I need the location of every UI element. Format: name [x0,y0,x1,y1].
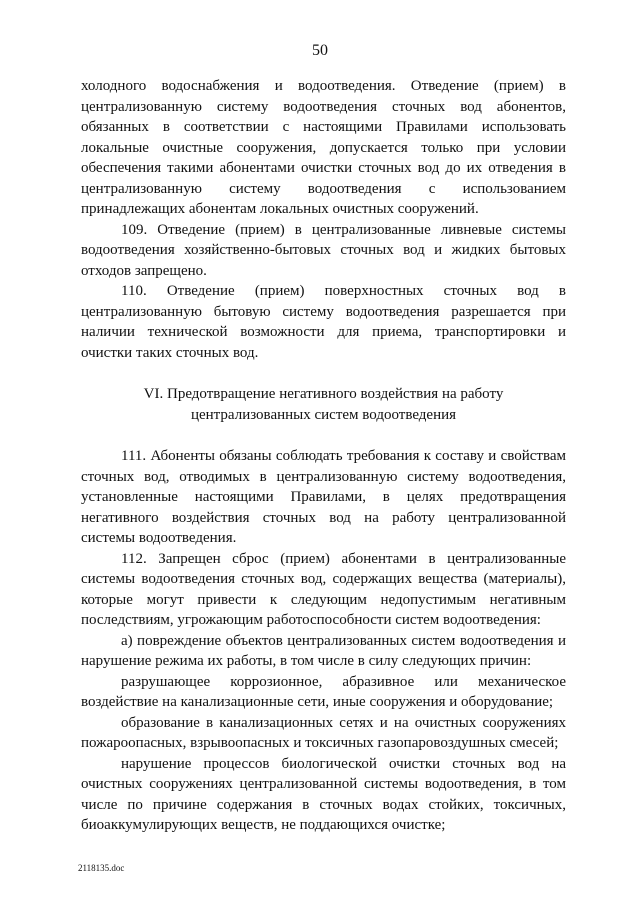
paragraph-109: 109. Отведение (прием) в централизованные ливневые системы водоотведения хозяйственно-бытовых сточных вод и жидких бытовых отходов запрещено. [81,221,566,279]
paragraph-112-a-item-2: образование в канализационных сетях и на очистных сооружениях пожароопасных, взрывоопасных и токсичных газопаровоздушных смесей; [81,714,566,751]
section-heading-line-1: VI. Предотвращение негативного воздействия на работу [143,386,504,402]
paragraph-111: 111. Абоненты обязаны соблюдать требования к составу и свойствам сточных вод, отводимых в централизованную систему водоотведения, установленные настоящими Правилами, в целях предотвращения негативного воздействия сточных вод на работу централизованной системы водоотведения. [81,448,566,546]
document-body [81,76,566,836]
section-heading [81,384,566,425]
paragraph-continuation: холодного водоснабжения и водоотведения. Отведение (прием) в централизованную систему водоотведения сточных вод абонентов, обязанных в соответствии с настоящими Правилами использовать локальные очистные сооружения, допускается только при условии обеспечения такими абонентами очистки сточных вод до их отведения в централизованную систему водоотведения с использованием принадлежащих абонентам локальных очистных сооружений. [81,78,566,217]
section-heading-line-2: централизованных систем водоотведения [190,406,457,423]
page-number: 50 [312,42,328,59]
footer-filename: 2118135.doc [78,863,125,873]
paragraph-110: 110. Отведение (прием) поверхностных сточных вод в централизованную бытовую систему водоотведения разрешается при наличии технической возможности для приема, транспортировки и очистки таких сточных вод. [81,283,566,361]
paragraph-112-a: а) повреждение объектов централизованных систем водоотведения и нарушение режима их работы, в том числе в силу следующих причин: [81,632,566,669]
paragraph-112: 112. Запрещен сброс (прием) абонентами в централизованные системы водоотведения сточных вод, содержащих вещества (материалы), которые могут привести к следующим недопустимым негативным последствиям, угрожающим работоспособности систем водоотведения: [81,550,566,628]
paragraph-112-a-item-3: нарушение процессов биологической очистки сточных вод на очистных сооружениях централизованной системы водоотведения, в том числе по причине содержания в сточных водах стойких, токсичных, биоаккумулирующих веществ, не поддающихся очистке; [81,755,566,833]
paragraph-112-a-item-1: разрушающее коррозионное, абразивное или механическое воздействие на канализационные сети, иные сооружения и оборудование; [81,673,566,710]
